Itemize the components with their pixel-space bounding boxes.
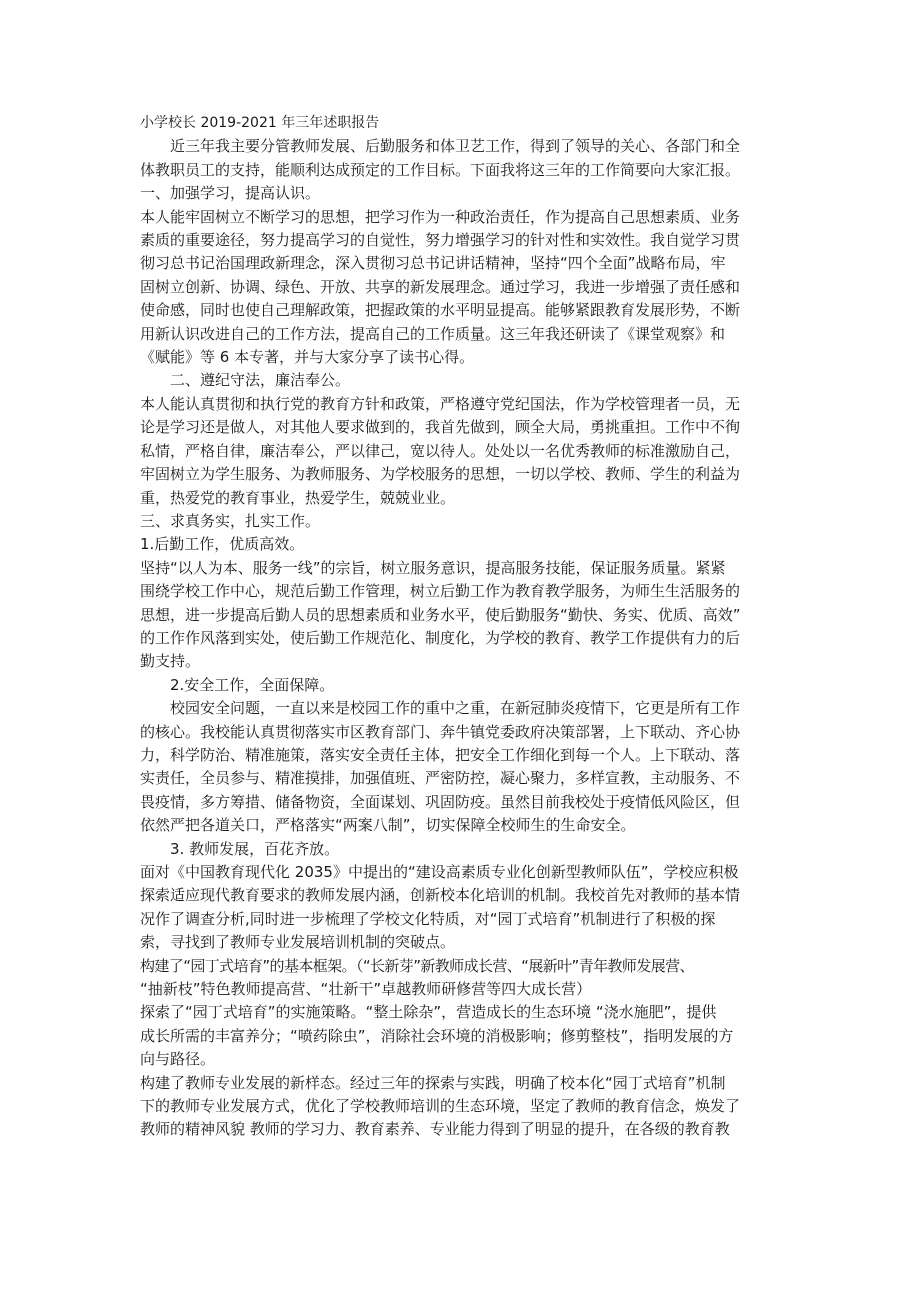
text-line: 2.安全工作，全面保障。 xyxy=(170,675,335,694)
document-body xyxy=(140,112,800,1142)
text-line: 私情，严格自律，廉洁奉公，严以律己，宽以待人。处处以一名优秀教师的标准激励自己， xyxy=(140,441,741,460)
text-line: 的核心。我校能认真贯彻落实市区教育部门、奔牛镇党委政府决策部署，上下联动、齐心协 xyxy=(140,722,741,741)
text-line: 探索了“园丁式培育”的实施策略。“整土除杂”，营造成长的生态环境 “浇水施肥”，提供 xyxy=(140,1003,717,1022)
text-line: 的工作作风落到实处，使后勤工作规范化、制度化，为学校的教育、教学工作提供有力的后 xyxy=(140,628,741,647)
text-line: 探索适应现代教育要求的教师发展内涵，创新校本化培训的机制。我校首先对教师的基本情 xyxy=(140,886,741,905)
text-line: 使命感，同时也使自己理解政策，把握政策的水平明显提高。能够紧跟教育发展形势，不断 xyxy=(140,301,741,320)
text-line: 坚持“以人为本、服务一线”的宗旨，树立服务意识，提高服务技能，保证服务质量。紧紧 xyxy=(140,558,726,577)
text-line: 校园安全问题，一直以来是校园工作的重中之重，在新冠肺炎疫情下，它更是所有工作 xyxy=(170,699,741,718)
text-line: 索，寻找到了教师专业发展培训机制的突破点。 xyxy=(140,933,456,952)
text-line: 三、求真务实，扎实工作。 xyxy=(140,511,321,530)
text-line: “抽新枝”特色教师提高营、“壮新干”卓越教师研修营等四大成长营） xyxy=(140,980,592,999)
text-line: 彻习总书记治国理政新理念，深入贯彻习总书记讲话精神，坚持“四个全面”战略布局，牢 xyxy=(140,254,726,273)
text-line: 面对《中国教育现代化 2035》中提出的“建设高素质专业化创新型教师队伍”，学校应积极 xyxy=(140,863,739,881)
text-line: 论是学习还是做人，对其他人要求做到的，我首先做到，顾全大局，勇挑重担。工作中不徇 xyxy=(140,418,741,437)
text-line: 3. 教师发展，百花齐放。 xyxy=(170,839,340,858)
text-line: 1.后勤工作，优质高效。 xyxy=(140,535,305,554)
text-line: 体教职员工的支持，能顺利达成预定的工作目标。下面我将这三年的工作简要向大家汇报。 xyxy=(140,160,741,179)
text-line: 构建了“园丁式培育”的基本框架。（“长新芽”新教师成长营、“展新叶”青年教师发展营、 xyxy=(140,956,694,975)
text-line: 况作了调查分析,同时进一步梳理了学校文化特质，对“园丁式培育”机制进行了积极的探 xyxy=(140,909,716,928)
text-line: 力，科学防治、精准施策，落实安全责任主体，把安全工作细化到每一个人。上下联动、落 xyxy=(140,745,741,764)
text-line: 下的教师专业发展方式，优化了学校教师培训的生态环境，坚定了教师的教育信念，焕发了 xyxy=(140,1097,741,1116)
text-line: 实责任，全员参与、精准摸排，加强值班、严密防控，凝心聚力，多样宣教，主动服务、不 xyxy=(140,769,741,788)
text-line: 近三年我主要分管教师发展、后勤服务和体卫艺工作，得到了领导的关心、各部门和全 xyxy=(170,137,741,156)
text-line: 思想，进一步提高后勤人员的思想素质和业务水平，使后勤服务“勤快、务实、优质、高效” xyxy=(140,605,741,624)
text-line: 素质的重要途径，努力提高学习的自觉性，努力增强学习的针对性和实效性。我自觉学习贯 xyxy=(140,231,741,250)
text-line: 成长所需的丰富养分；“喷药除虫”，消除社会环境的消极影响；修剪整枝”，指明发展的方 xyxy=(140,1026,734,1045)
text-line: 畏疫情，多方筹措、储备物资，全面谋划、巩固防疫。虽然目前我校处于疫情低风险区，但 xyxy=(140,792,741,811)
text-line: 本人能认真贯彻和执行党的教育方针和政策，严格遵守党纪国法，作为学校管理者一员，无 xyxy=(140,394,741,413)
text-line: 构建了教师专业发展的新样态。经过三年的探索与实践，明确了校本化“园丁式培育”机制 xyxy=(140,1073,726,1092)
text-line: 一、加强学习，提高认识。 xyxy=(140,184,321,203)
text-line: 固树立创新、协调、绿色、开放、共享的新发展理念。通过学习，我进一步增强了责任感和 xyxy=(140,277,741,296)
text-line: 《赋能》等 6 本专著，并与大家分享了读书心得。 xyxy=(140,348,475,367)
text-line: 向与路径。 xyxy=(140,1050,216,1069)
text-line: 勤支持。 xyxy=(140,652,201,671)
text-line: 二、遵纪守法，廉洁奉公。 xyxy=(170,371,351,390)
text-line: 围绕学校工作中心，规范后勤工作管理，树立后勤工作为教育教学服务，为师生生活服务的 xyxy=(140,582,741,601)
text-line: 教师的精神风貌 教师的学习力、教育素养、专业能力得到了明显的提升，在各级的教育教 xyxy=(140,1120,730,1139)
document-title: 小学校长 2019-2021 年三年述职报告 xyxy=(140,115,380,131)
text-line: 重，热爱党的教育事业，热爱学生，兢兢业业。 xyxy=(140,488,456,507)
text-line: 本人能牢固树立不断学习的思想，把学习作为一种政治责任，作为提高自己思想素质、业务 xyxy=(140,207,741,226)
text-line: 依然严把各道关口，严格落实“两案八制”，切实保障全校师生的生命安全。 xyxy=(140,816,636,835)
text-line: 用新认识改进自己的工作方法，提高自己的工作质量。这三年我还研读了《课堂观察》和 xyxy=(140,324,726,343)
text-line: 牢固树立为学生服务、为教师服务、为学校服务的思想，一切以学校、教师、学生的利益为 xyxy=(140,465,741,484)
